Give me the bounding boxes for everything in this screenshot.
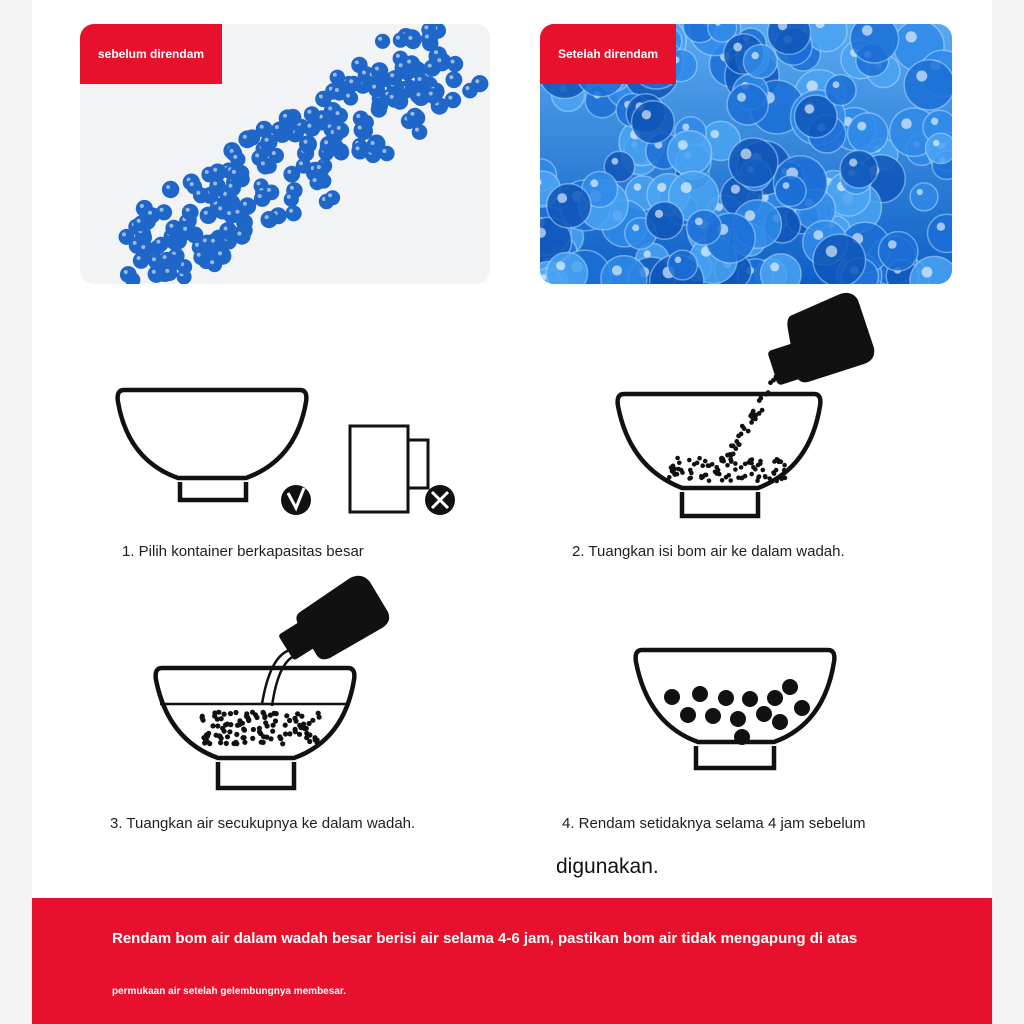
water-bottle-icon [278, 576, 389, 661]
step3-illustration [150, 572, 400, 802]
step2-caption: 2. Tuangkan isi bom air ke dalam wadah. [572, 543, 845, 560]
cross-icon [425, 485, 455, 515]
tip-line-2: permukaan air setelah gelembungnya membesar. [112, 986, 346, 997]
photo-before-soaking [80, 24, 490, 284]
falling-beads [719, 374, 781, 463]
water-stream [262, 650, 294, 706]
step2-illustration [612, 290, 882, 530]
before-tag: sebelum direndam [80, 24, 222, 84]
step1-caption: 1. Pilih kontainer berkapasitas besar [122, 543, 364, 560]
step4-caption-continuation: digunakan. [556, 855, 659, 878]
mug-icon [350, 426, 428, 512]
step4-illustration [630, 640, 844, 780]
pouring-bottle-icon [767, 293, 874, 386]
step1-illustration [110, 380, 470, 520]
check-icon [281, 485, 311, 515]
bead-pile [200, 710, 322, 747]
step3-caption: 3. Tuangkan air secukupnya ke dalam wadah. [110, 815, 416, 832]
after-tag: Setelah direndam [540, 24, 676, 84]
photo-after-soaking [540, 24, 952, 284]
bead-pile [666, 456, 788, 484]
tip-banner [32, 898, 992, 1024]
step4-caption: 4. Rendam setidaknya selama 4 jam sebelum [562, 815, 866, 832]
bowl-with-beads-icon [618, 394, 821, 516]
tip-line-1: Rendam bom air dalam wadah besar berisi air selama 4-6 jam, pastikan bom air tidak mengapung di atas [112, 930, 858, 947]
large-bowl-icon [118, 390, 307, 500]
